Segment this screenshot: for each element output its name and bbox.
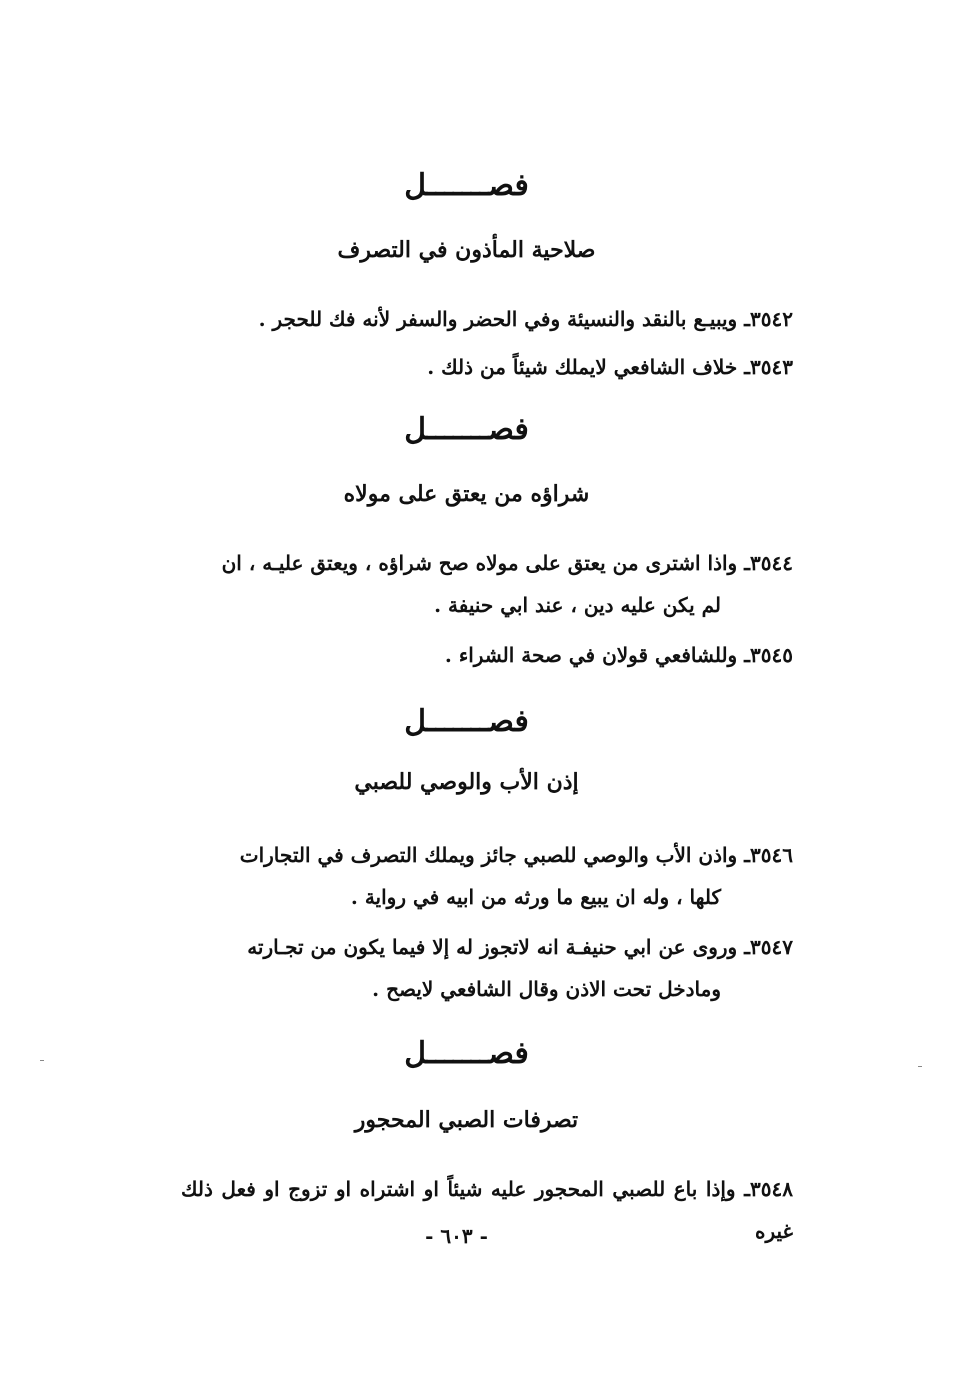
entry-3546	[181, 834, 793, 918]
entry-number: ٣٥٤٣	[750, 355, 793, 379]
entry-text: ـ خلاف الشافعي لايملك شيئاً من ذلك .	[427, 355, 751, 379]
entry-number: ٣٥٤٤	[750, 551, 793, 575]
entry-number: ٣٥٤٨	[750, 1177, 793, 1201]
section-subheading: صلاحية المأذون في التصرف	[337, 237, 596, 263]
scan-speck	[918, 1066, 922, 1067]
section-heading: فصـــــــل	[404, 412, 529, 447]
entry-3547	[181, 926, 793, 1010]
entry-text: ـ وروى عن ابي حنيفـة انه لاتجوز له إلا فيما يكون من تجـارته	[247, 935, 751, 959]
entry-number: ٣٥٤٢	[750, 307, 793, 331]
entry-text: ـ وللشافعي قولان في صحة الشراء .	[444, 643, 751, 667]
entry-text-continuation: ومادخل تحت الاذن وقال الشافعي لايصح .	[372, 977, 721, 1001]
section-subheading: شراؤه من يعتق على مولاه	[343, 481, 590, 507]
entry-text: ـ ويبيـع بالنقد والنسيئة وفي الحضر والسفر لأنه فك للحجر .	[258, 307, 751, 331]
entry-text: ـ واذن الأب والوصي للصبي جائز ويملك التصرف في التجارات	[239, 843, 751, 867]
entry-3544	[181, 542, 793, 626]
entry-text: ـ وإذا باع للصبي المحجور عليه شيئاً او اشتراه او تزوج او فعل ذلك غيره	[181, 1177, 793, 1243]
section-heading: فصـــــــل	[404, 704, 529, 739]
entry-number: ٣٥٤٥	[750, 643, 793, 667]
entry-text: ـ واذا اشترى من يعتق على مولاه صح شراؤه ، ويعتق عليـه ، ان	[221, 551, 751, 575]
scan-speck	[40, 1060, 44, 1061]
section-heading: فصـــــــل	[404, 1036, 529, 1071]
section-heading: فصـــــــل	[404, 168, 529, 203]
page-number: - ٦٠٣ -	[425, 1224, 488, 1248]
entry-number: ٣٥٤٧	[750, 935, 793, 959]
entry-3543	[233, 346, 793, 388]
entry-text-continuation: لم يكن عليه دين ، عند ابي حنيفة .	[434, 593, 721, 617]
section-subheading: إذن الأب والوصي للصبي	[354, 769, 579, 795]
entry-3542	[233, 298, 793, 340]
entry-3545	[181, 634, 793, 676]
entry-number: ٣٥٤٦	[750, 843, 793, 867]
entry-text-continuation: كلها ، وله ان يبيع ما ورثه من ابيه في رواية .	[350, 885, 721, 909]
section-subheading: تصرفات الصبي المحجور	[354, 1107, 579, 1133]
